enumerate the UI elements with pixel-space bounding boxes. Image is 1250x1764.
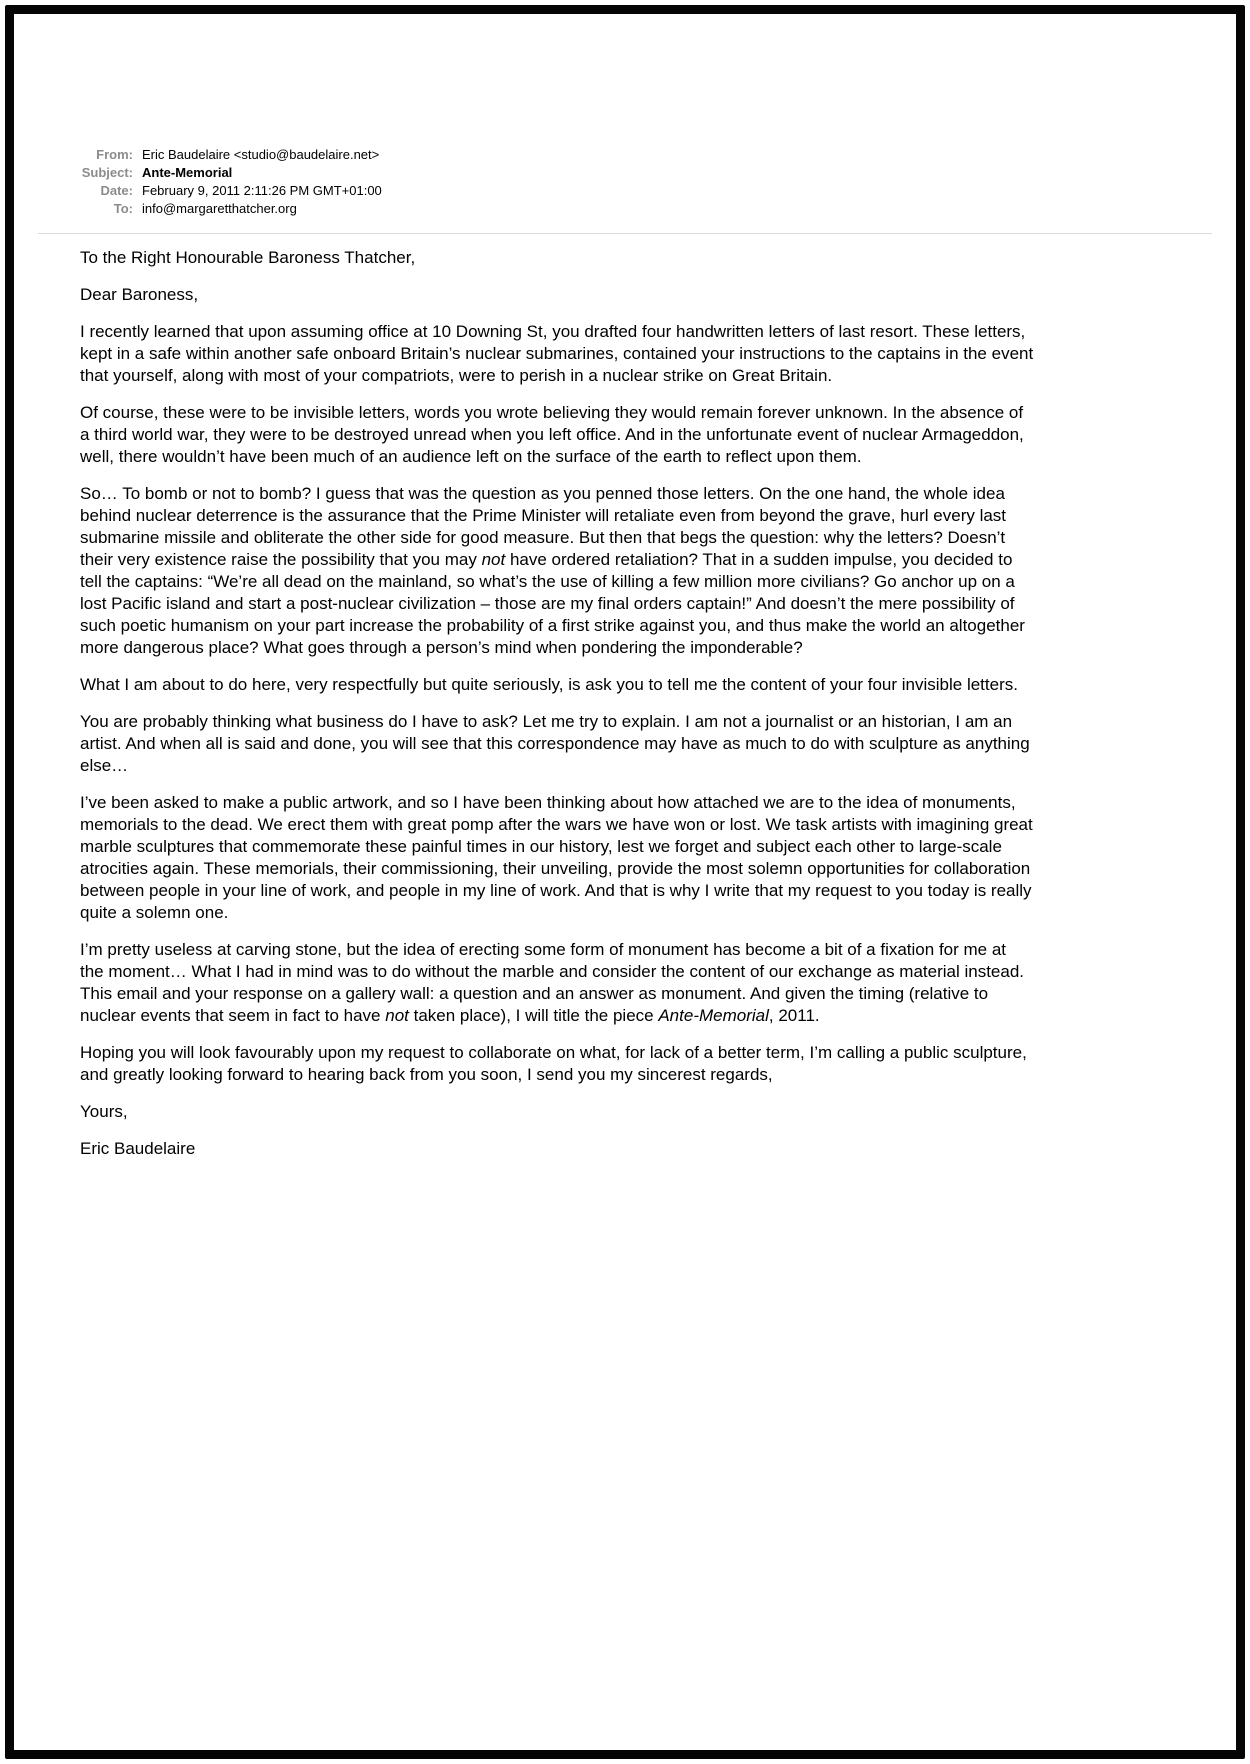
text-run: Eric Baudelaire [80,1139,196,1158]
letter-paragraph [80,939,1034,1027]
recipient-address: info@margaretthatcher.org [142,201,297,216]
text-run: You are probably thinking what business do I have to ask? Let me try to explain. I am not a journalist or an historian, I am an artist. And when all is said and done, you will see that this correspondence may have as much to do with sculpture as anything else… [80,712,1030,775]
letter-paragraph [80,792,1034,924]
text-run: I’ve been asked to make a public artwork, and so I have been thinking about how attached we are to the idea of monuments, memorials to the dead. We erect them with great pomp after the wars we have won or lost. We task artists with imagining great marble sculptures that commemorate these painful times in our history, lest we forget and subject each other to large-scale atrocities again. These memorials, their commissioning, their unveiling, provide the most solemn opportunities for collaboration between people in your line of work, and people in my line of work. And that is why I write that my request to you today is really quite a solemn one. [80,793,1033,922]
text-run: To the Right Honourable Baroness Thatcher, [80,248,416,267]
letter-closing-line [80,1101,1034,1123]
text-run: not [481,550,506,569]
letter-paragraph [80,321,1034,387]
email-body [80,247,1034,1175]
email-header [0,146,1250,218]
text-run: Yours, [80,1102,128,1121]
email-header-row-date [0,182,1250,200]
date-label: Date: [100,183,133,198]
email-header-row-subject [0,164,1250,182]
letter-paragraph [80,1042,1034,1086]
letter-paragraph [80,402,1034,468]
email-header-row-to [0,200,1250,218]
text-run: I’m pretty useless at carving stone, but the idea of erecting some form of monument has become a bit of a fixation for me at the moment… What I had in mind was to do without the marble and consider the content of our exchange as material instead. This email and your response on a gallery wall: a question and an answer as monument. And given the timing (relative to nuclear events that seem in fact to have [80,940,1025,1025]
text-run: taken place), I will title the piece [408,1006,659,1025]
letter-greeting-line [80,284,1034,306]
text-run: , 2011. [768,1006,820,1025]
text-run: Dear Baroness, [80,285,199,304]
text-run: So… To bomb or not to bomb? I guess that was the question as you penned those letters. On the one hand, the whole idea behind nuclear deterrence is the assurance that the Prime Minister will retaliate even from beyond the grave, hurl every last submarine missile and obliterate the other side for good measure. But then that begs the question: why the letters? Doesn’t their very existence raise the possibility that you may [80,484,1007,569]
letter-paragraph [80,483,1034,659]
text-run: Hoping you will look favourably upon my request to collaborate on what, for lack of a better term, I’m calling a public sculpture, and greatly looking forward to hearing back from you soon, I send you my sincerest regards, [80,1043,1027,1084]
from-label: From: [96,147,133,162]
text-run: What I am about to do here, very respectfully but quite seriously, is ask you to tell me the content of your four invisible letters. [80,675,1018,694]
subject-value: Ante-Memorial [142,165,233,180]
subject-label: Subject: [81,165,133,180]
text-run: I recently learned that upon assuming office at 10 Downing St, you drafted four handwritten letters of last resort. These letters, kept in a safe within another safe onboard Britain’s nuclear submarines, contained your instructions to the captains in the event that yourself, along with most of your compatriots, were to perish in a nuclear strike on Great Britain. [80,322,1034,385]
text-run: not [385,1006,409,1025]
text-run: Of course, these were to be invisible letters, words you wrote believing they would remain forever unknown. In the absence of a third world war, they were to be destroyed unread when you left office. And in the unfortunate event of nuclear Armageddon, well, there wouldn’t have been much of an audience left on the surface of the earth to reflect upon them. [80,403,1024,466]
header-divider [38,233,1212,234]
letter-paragraph [80,674,1034,696]
sender-address: Eric Baudelaire <studio@baudelaire.net> [142,147,380,162]
date-value: February 9, 2011 2:11:26 PM GMT+01:00 [142,183,382,198]
to-label: To: [113,201,133,216]
letter-paragraph [80,711,1034,777]
text-run: Ante-Memorial [658,1006,769,1025]
text-run: have ordered retaliation? That in a sudden impulse, you decided to tell the captains: “We’re all dead on the mainland, so what’s the use of killing a few million more civilians? Go anchor up on a lost Pacific island and start a post-nuclear civilization – those are my final orders captain!” And doesn’t the mere possibility of such poetic humanism on your part increase the probability of a first strike against you, and thus make the world an altogether more dangerous place? What goes through a person’s mind when pondering the imponderable? [80,550,1025,657]
email-header-row-from [0,146,1250,164]
letter-signature [80,1138,1034,1160]
letter-salutation-line [80,247,1034,269]
